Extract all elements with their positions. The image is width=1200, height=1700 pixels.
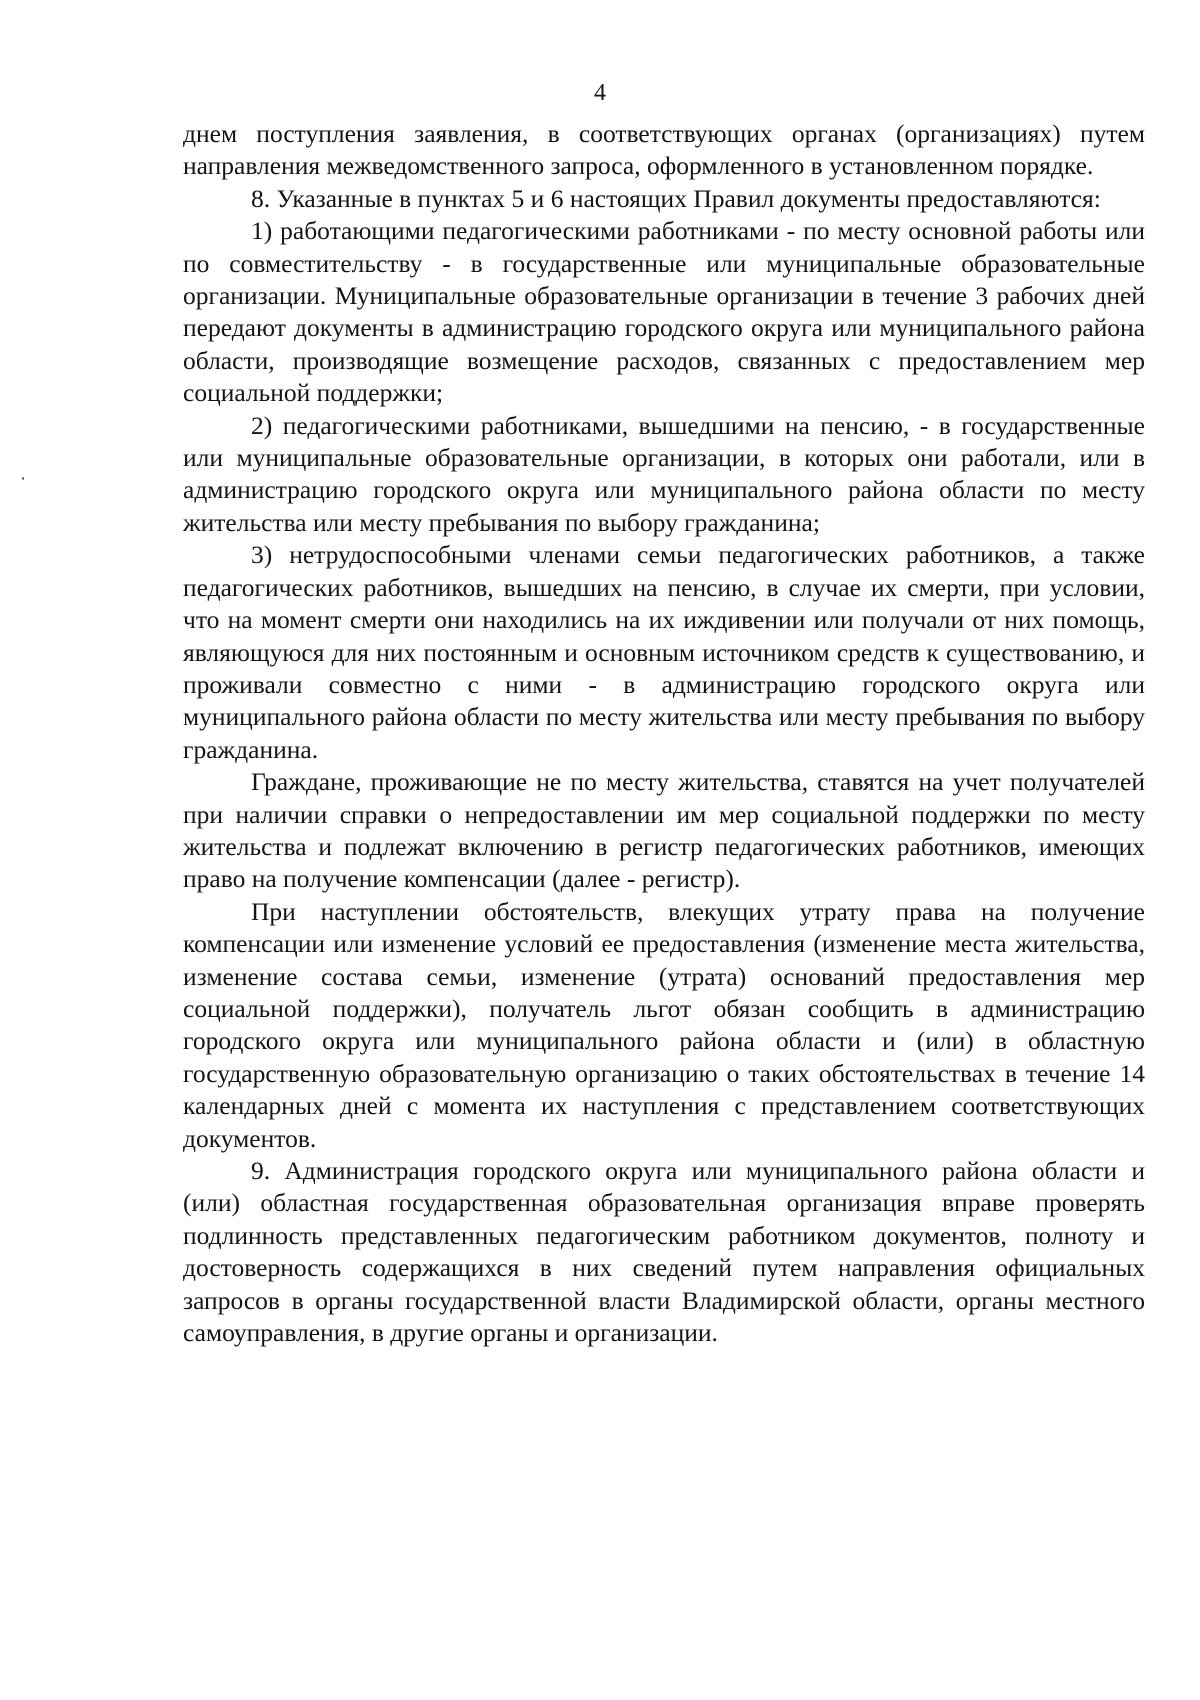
paragraph-subitem-1: 1) работающими педагогическими работниками - по месту основной работы или по совместительству - в государственные или муниципальные образовательные организации. Муниципальные образовательные организации в течение 3 рабочих дней передают документы в администрацию городского округа или муниципального района области, производящие возмещение расходов, связанных с предоставлением мер социальной поддержки; [183,216,1145,408]
paragraph-subitem-2: 2) педагогическими работниками, вышедшими на пенсию, - в государственные или муниципальные образовательные организации, в которых они работали, или в администрацию городского округа или муниципального района области по месту жительства или месту пребывания по выбору гражданина; [183,410,1145,537]
paragraph-item-9: 9. Администрация городского округа или муниципального района области и (или) областная государственная образовательная организация вправе проверять подлинность представленных педагогическим работником документов, полноту и достоверность содержащихся в них сведений путем направления официальных запросов в органы государственной власти Владимирской области, органы местного самоуправления, в другие органы и организации. [183,1156,1145,1348]
scan-speck [22,477,24,480]
paragraph-non-residents: Граждане, проживающие не по месту жительства, ставятся на учет получателей при наличии справки о непредоставлении им мер социальной поддержки по месту жительства и подлежат включению в регистр педагогических работников, имеющих право на получение компенсации (далее - регистр). [183,767,1145,894]
paragraph-change-of-circumstances: При наступлении обстоятельств, влекущих утрату права на получение компенсации или изменение условий ее предоставления (изменение места жительства, изменение состава семьи, изменение (утрата) оснований предоставления мер социальной поддержки), получатель льгот обязан сообщить в администрацию городского округа или муниципального района области и (или) в областную государственную образовательную организацию о таких обстоятельствах в течение 14 календарных дней с момента их наступления с представлением соответствующих документов. [183,896,1145,1153]
paragraph-subitem-3: 3) нетрудоспособными членами семьи педагогических работников, а также педагогических работников, вышедших на пенсию, в случае их смерти, при условии, что на момент смерти они находились на их иждивении или получали от них помощь, являющуюся для них постоянным и основным источником средств к существованию, и проживали совместно с ними - в администрацию городского округа или муниципального района области по месту жительства или месту пребывания по выбору гражданина. [183,540,1145,764]
document-body [183,118,1145,1349]
paragraph-item-8: 8. Указанные в пунктах 5 и 6 настоящих Правил документы предоставляются: [251,183,1101,213]
page-number: 4 [594,80,606,106]
paragraph-continuation: днем поступления заявления, в соответствующих органах (организациях) путем направления межведомственного запроса, оформленного в установленном порядке. [183,119,1145,181]
